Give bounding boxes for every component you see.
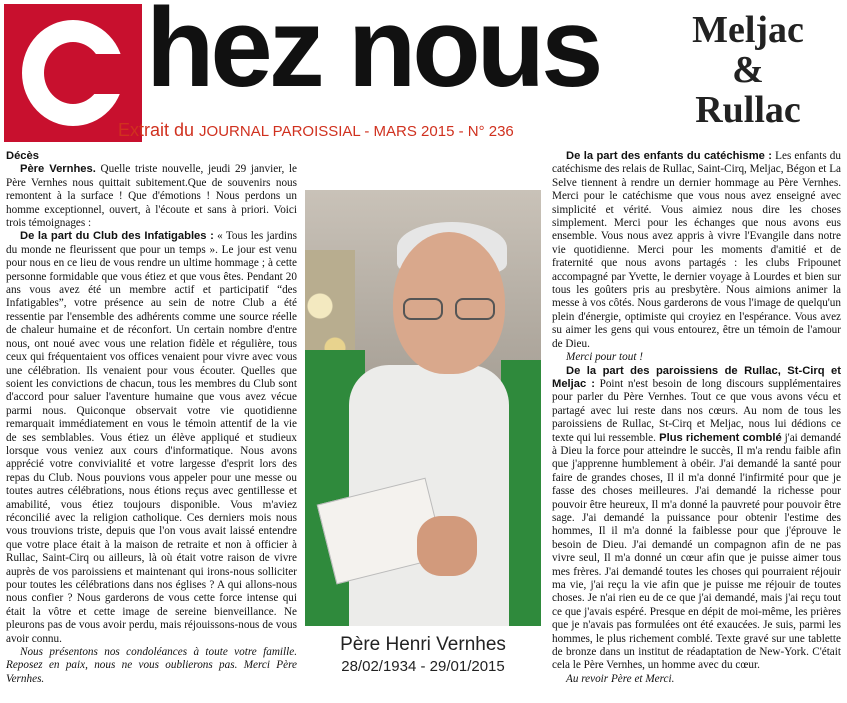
- catechism-closing: Merci pour tout !: [566, 351, 643, 364]
- subtitle-extrait: Extrait du: [118, 120, 200, 140]
- masthead-title: hez nous: [146, 0, 600, 110]
- priest-photo: [305, 190, 541, 626]
- photo-caption-name: Père Henri Vernhes: [340, 634, 506, 655]
- intro-paragraph: Père Vernhes. Quelle triste nouvelle, jeudi 29 janvier, le Père Vernhes nous quittait subitement.Que de souvenirs nous remontent à la surface ! Que d'émotions ! Nous perdons un homme exceptionnel, ouvert, à l'écoute et sans à priori. Voici trois témoignages :: [6, 163, 297, 230]
- place-rullac: Rullac: [695, 89, 801, 131]
- parishioners-closing: Au revoir Père et Merci.: [566, 672, 675, 685]
- subtitle-journal: JOURNAL PAROISSIAL - MARS 2015 - N° 236: [199, 123, 514, 140]
- place-ampersand: &: [732, 49, 764, 91]
- masthead-places: [663, 10, 833, 130]
- place-meljac: Meljac: [692, 9, 804, 51]
- condolences-paragraph: Nous présentons nos condoléances à toute votre famille. Reposez en paix, nous ne vous oublierons pas. Merci Père Vernhes.: [6, 646, 297, 685]
- parishioners-testimony: De la part des paroissiens de Rullac, St-Cirq et Meljac : Point n'est besoin de long discours supplémentaires pour parler du Père Vernhes. Tout ce que vous avons vécu et partagé avec lui reste dans nos cœurs. Au nom de tous les paroissiens de Rullac, St-Cirq et Meljac, nous lui dédions ce texte qui lui ressemble. Plus richement comblé j'ai demandé à Dieu la force pour atteindre le succès, Il m'a rendu faible afin que j'apprenne humblement à obéir. J'ai demandé la santé pour faire de grandes choses, Il il m'a donné l'infirmité pour que je fasse des choses meilleures. J'ai demandé la richesse pour pouvoir être heureux, Il m'a donné la pauvreté pour pouvoir être sage. J'ai demandé la puissance pour obtenir l'estime des hommes, Il il m'a donné la faiblesse pour que j'éprouve le besoin de Dieu. J'ai demandé un compagnon afin de ne pas vivre seul, Il m'a donné un cœur afin que je puisse aimer tous mes frères. J'ai demandé toutes les choses qui pourraient réjouir ma vie, j'ai reçu la vie afin que je puisse me réjouir de toutes choses. Je n'ai rien eu de ce que j'ai demandé, mais j'ai reçu tout ce que j'avais espéré. Presque en dépit de moi-même, les prières que je n'avais pas formulées ont été exaucées. Je suis, parmi les hommes, le plus richement comblé. Texte gravé sur une tablette de bronze dans un institut de réadaptation de New-York. C'était cela le Père Vernhes, un homme avec du cœur.: [552, 364, 842, 672]
- masthead-subtitle: [118, 120, 514, 141]
- right-column: [552, 150, 841, 686]
- left-column: [6, 150, 297, 686]
- club-testimony: De la part du Club des Infatigables : « Tous les jardins du monde ne fleurissent que pour un temps ». Le jour est venu pour nous en ce lieu de vous rendre un ultime hommage ; à cette personne formidable que vous étiez et que vous êtes. Pendant 20 ans vous avez été un membre actif et participatif “des Infatigables”, votre présence au sein de notre Club a été ressentie par l'ensemble des adhérents comme une source réelle de chaleur humaine et de réconfort. Un certain nombre d'entre nous, ont noué avec vous une relation fidèle et régulière, tous ceux qui fréquentaient vos offices venaient pour vivre avec vous une célébration. Ils venaient pour vous écouter. Quelles que soient les convictions de chacun, tous les membres du Club sont d'accord pour saluer l'aventure humaine que vous avez vécue parmi nous. Quiconque observait votre vie quotidienne remarquait immédiatement en vous le témoin attentif de la vie de ses semblables. Vous étiez un élève appliqué et studieux lorsque vous veniez aux cours d'informatique. Nous avons apprécié votre convivialité et votre largesse d'esprit lors des repas du Club. Nous pouvions vous appeler pour une messe ou toutes autres célébrations, nous étions reçus avec gentillesse et amabilité, vous étiez toujours disponible. Vous m'aviez réconcilié avec la religion catholique. Ces derniers mois nous vous trouvions triste, depuis que l'on vous avait laissé entendre que votre place était à la maison de retraite et non à officier à Rullac, Saint-Cirq ou ailleurs, là où était votre raison de vivre auprès de vos paroissiens et maintenant qui irons-nous solliciter pour toutes les célébrations dans nos églises ? A qui allons-nous nous confier ? Nous garderons de vous cette force intense qui était la vôtre et cette image de sereine bienveillance. Ne pleurons pas de vous avoir perdu, mais réjouissons-nous de vous avoir connu.: [6, 230, 297, 645]
- photo-caption-dates: 28/02/1934 - 29/01/2015: [341, 658, 505, 675]
- catechism-testimony: De la part des enfants du catéchisme : Les enfants du catéchisme des relais de Rullac, Saint-Cirq, Meljac, Bégon et La Selve tiennent à rendre un dernier hommage au Père Vernhes. Merci pour le catéchisme que vous nous avez enseigné avec simplicité et vérité. Vous aimiez nous dire les choses simplement. Merci pour les échanges que nous avons eus ensemble. Vous nous avez appris à vivre l'Evangile dans notre vie quotidienne. Merci pour les moments d'amitié et de fraternité que nous avons partagés : les clubs Fripounet accompagné par Yvette, le dernier voyage à Lourdes et bien sur tous les goûters pris au presbytère. Nous aimions animer la messe à vos côtés. Nous garderons de vous l'image de quelqu'un plein d'énergie, optimiste qui croyiez en l'espérance. Vous avez su aimer les gens qui vous entourez, être un témoin de l'amour de Dieu.: [552, 150, 841, 350]
- masthead: [0, 0, 847, 148]
- section-heading: Décès: [6, 150, 39, 162]
